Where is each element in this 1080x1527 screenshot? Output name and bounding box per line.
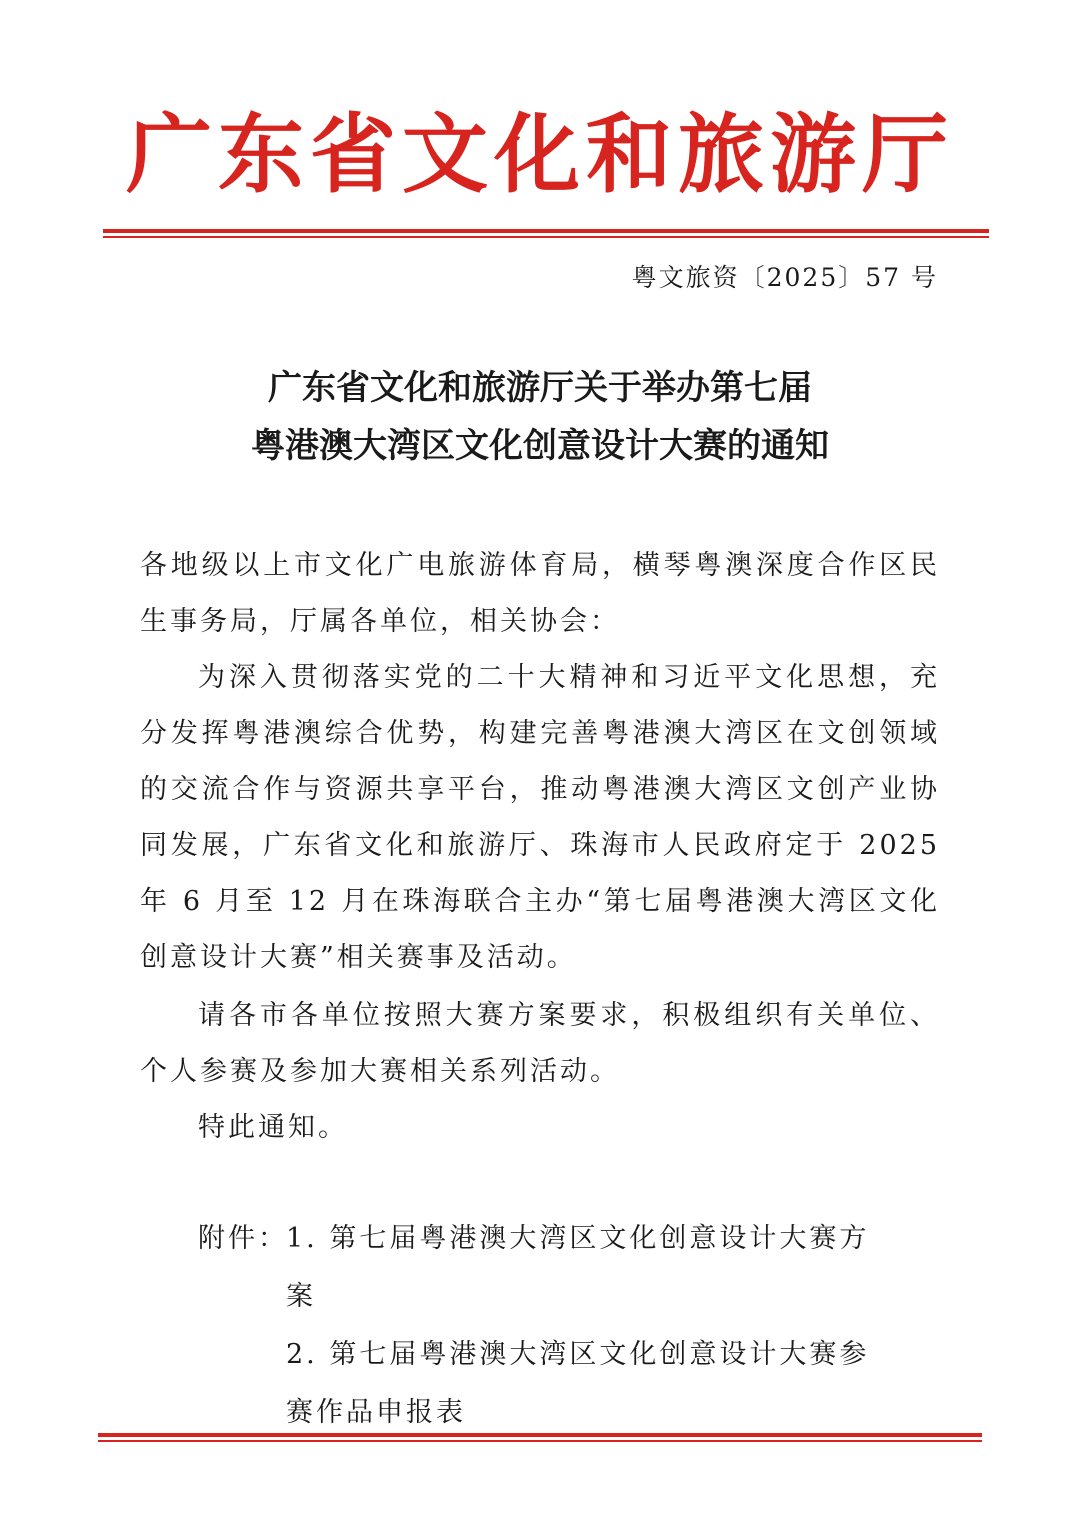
closing-line: 特此通知。 [198, 1112, 348, 1143]
attachments-label: 附件： [198, 1223, 288, 1254]
body-paragraph-1: 为深入贯彻落实党的二十大精神和习近平文化思想，充分发挥粤港澳综合优势，构建完善粤港澳大湾区在文创领域的交流合作与资源共享平台，推动粤港澳大湾区文创产业协同发展，广东省文化和旅游厅、珠海市人民政府定于 2025 年 6 月至 12 月在珠海联合主办“第七届粤港澳大湾区文化创意设计大赛”相关赛事及活动。 [140, 662, 940, 973]
body-paragraph-2: 请各市各单位按照大赛方案要求，积极组织有关单位、个人参赛及参加大赛相关系列活动。 [140, 1000, 940, 1087]
attachment-item-2: 2. 第七届粤港澳大湾区文化创意设计大赛参赛作品申报表 [286, 1339, 870, 1428]
red-rule-thin-line [103, 236, 989, 238]
document-title-line-2: 粤港澳大湾区文化创意设计大赛的通知 [251, 426, 829, 466]
document-title-line-1: 广东省文化和旅游厅关于举办第七届 [268, 368, 812, 408]
masthead-agency-name: 广东省文化和旅游厅 [126, 104, 954, 205]
footer-red-rule [98, 1433, 982, 1442]
addressee-paragraph: 各地级以上市文化广电旅游体育局，横琴粤澳深度合作区民生事务局，厅属各单位，相关协会： [140, 550, 940, 637]
footer-rule-thin-line [98, 1440, 982, 1442]
document-number: 粤文旅资〔2025〕57 号 [631, 263, 938, 292]
attachments-list [286, 1210, 898, 1442]
attachments-section [198, 1210, 898, 1442]
attachment-item-1: 1. 第七届粤港澳大湾区文化创意设计大赛方案 [286, 1223, 870, 1312]
masthead-red-rule [103, 229, 989, 238]
